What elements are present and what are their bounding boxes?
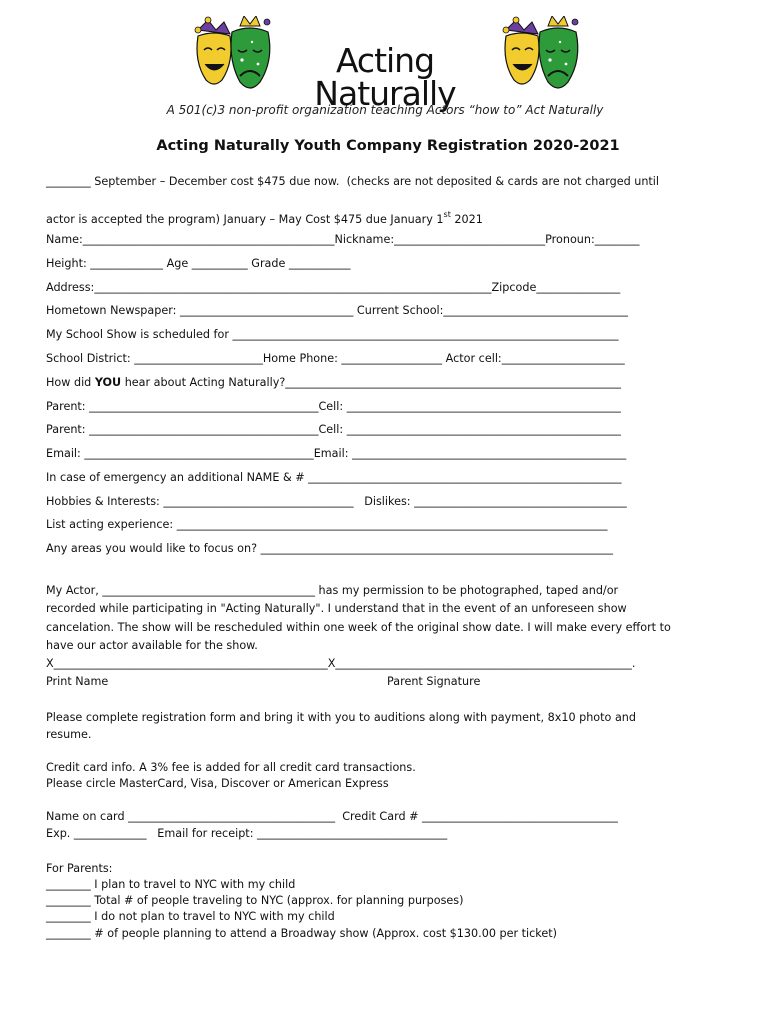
form-title: Acting Naturally Youth Company Registration 2020-2021 xyxy=(156,138,620,154)
address-field[interactable]: Address:_______________________________________________________________________Zipcode_______________ xyxy=(46,281,621,294)
hometown-school-field[interactable]: Hometown Newspaper: _______________________________ Current School:_________________________________ xyxy=(46,304,629,317)
signature-line[interactable]: X_________________________________________________X_____________________________________________________. xyxy=(46,657,636,670)
permission-line-4: have our actor available for the show. xyxy=(46,639,258,652)
parent-2-field[interactable]: Parent: _________________________________________Cell: _________________________________________________ xyxy=(46,423,621,436)
school-show-field[interactable]: My School Show is scheduled for _____________________________________________________________________ xyxy=(46,328,619,341)
emergency-contact-field[interactable]: In case of emergency an additional NAME & # ________________________________________________________ xyxy=(46,471,622,484)
permission-line-1[interactable]: My Actor, ______________________________________ has my permission to be photographed, taped and/or xyxy=(46,584,619,597)
payment-line-2 xyxy=(46,208,483,227)
expiry-email-field[interactable]: Exp. _____________ Email for receipt: __________________________________ xyxy=(46,827,448,840)
acting-experience-field[interactable]: List acting experience: _____________________________________________________________________________ xyxy=(46,518,608,531)
referral-emphasis: YOU xyxy=(94,376,122,389)
focus-areas-field[interactable]: Any areas you would like to focus on? _______________________________________________________________ xyxy=(46,542,613,555)
instructions-line-2: resume. xyxy=(46,728,92,741)
payment-text-1: September – December cost $475 due now. (checks are not deposited & cards are not charged until xyxy=(90,175,660,188)
parents-item-total-people[interactable]: ________ Total # of people traveling to NYC (approx. for planning purposes) xyxy=(46,894,464,907)
hobbies-dislikes-field[interactable]: Hobbies & Interests: __________________________________ Dislikes: ______________________________________ xyxy=(46,495,627,508)
referral-field[interactable] xyxy=(46,376,621,390)
parent-1-field[interactable]: Parent: _________________________________________Cell: _________________________________________________ xyxy=(46,400,621,413)
parents-item-broadway[interactable]: ________ # of people planning to attend a Broadway show (Approx. cost $130.00 per ticket) xyxy=(46,927,557,940)
payment-blank[interactable]: ________ xyxy=(46,175,91,188)
referral-text-b: hear about Acting Naturally?____________________________________________________________ xyxy=(121,376,621,389)
payment-text-2: actor is accepted the program) January – May Cost $475 due January 1 xyxy=(46,213,444,226)
permission-line-3: cancelation. The show will be rescheduled within one week of the original show date. I will make every effort to xyxy=(46,621,671,634)
instructions-line-1: Please complete registration form and bring it with you to auditions along with payment, 8x10 photo and xyxy=(46,711,636,724)
payment-line-1 xyxy=(46,175,659,189)
card-name-number-field[interactable]: Name on card _____________________________________ Credit Card # ___________________________________ xyxy=(46,810,618,823)
print-name-label: Print Name xyxy=(46,675,109,688)
parent-signature-label: Parent Signature xyxy=(387,675,481,688)
tagline: A 501(c)3 non-profit organization teaching Actors “how to” Act Naturally xyxy=(166,103,604,117)
parents-item-no-travel[interactable]: ________ I do not plan to travel to NYC with my child xyxy=(46,910,335,923)
payment-year: 2021 xyxy=(450,213,483,226)
brand-name: Acting Naturally xyxy=(314,41,456,113)
credit-circle-line: Please circle MasterCard, Visa, Discover or American Express xyxy=(46,777,389,790)
payment-superscript: st xyxy=(443,210,451,219)
email-field[interactable]: Email: _________________________________________Email: _________________________________________________ xyxy=(46,447,627,460)
district-phone-field[interactable]: School District: _______________________Home Phone: __________________ Actor cell:______________________ xyxy=(46,352,625,365)
credit-info-line: Credit card info. A 3% fee is added for all credit card transactions. xyxy=(46,761,416,774)
parents-item-travel[interactable]: ________ I plan to travel to NYC with my child xyxy=(46,878,296,891)
for-parents-heading: For Parents: xyxy=(46,862,113,875)
theater-masks-logo-right xyxy=(498,16,588,98)
height-age-grade-field[interactable]: Height: _____________ Age __________ Grade ___________ xyxy=(46,257,351,270)
referral-text-a: How did xyxy=(46,376,95,389)
permission-line-2: recorded while participating in "Acting Naturally". I understand that in the event of an unforeseen show xyxy=(46,602,627,615)
name-field[interactable]: Name:_____________________________________________Nickname:___________________________Pronoun:________ xyxy=(46,233,640,246)
